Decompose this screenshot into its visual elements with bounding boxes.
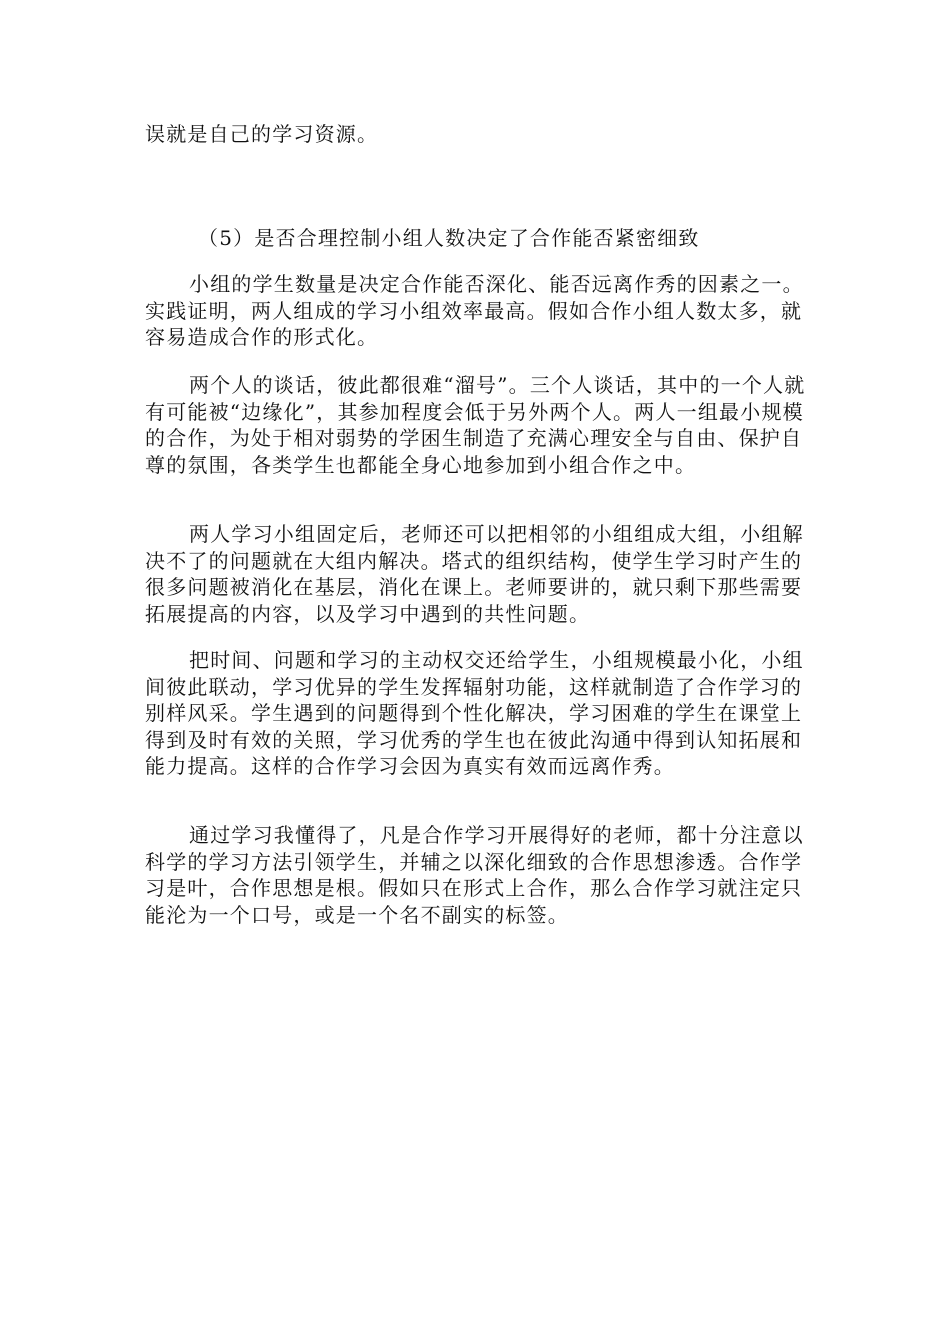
- body-paragraph-5: 通过学习我懂得了，凡是合作学习开展得好的老师，都十分注意以科学的学习方法引领学生，并辅之以深化细致的合作思想渗透。合作学习是叶，合作思想是根。假如只在形式上合作，那么合作学习就注定只能沦为一个口号，或是一个名不副实的标签。: [145, 823, 804, 927]
- body-paragraph-3: 两人学习小组固定后，老师还可以把相邻的小组组成大组，小组解决不了的问题就在大组内解决。塔式的组织结构，使学生学习时产生的很多问题被消化在基层，消化在课上。老师要讲的，就只剩下那些需要拓展提高的内容，以及学习中遇到的共性问题。: [145, 522, 804, 626]
- body-paragraph-2: 两个人的谈话，彼此都很难“溜号”。三个人谈话，其中的一个人就有可能被“边缘化”，其参加程度会低于另外两个人。两人一组最小规模的合作，为处于相对弱势的学困生制造了充满心理安全与自由、保护自尊的氛围，各类学生也都能全身心地参加到小组合作之中。: [145, 373, 806, 477]
- body-paragraph-4: 把时间、问题和学习的主动权交还给学生，小组规模最小化，小组间彼此联动，学习优异的学生发挥辐射功能，这样就制造了合作学习的别样风采。学生遇到的问题得到个性化解决，学习困难的学生在课堂上得到及时有效的关照，学习优秀的学生也在彼此沟通中得到认知拓展和能力提高。这样的合作学习会因为真实有效而远离作秀。: [145, 648, 804, 778]
- body-paragraph-1: 小组的学生数量是决定合作能否深化、能否远离作秀的因素之一。实践证明，两人组成的学习小组效率最高。假如合作小组人数太多，就容易造成合作的形式化。: [145, 272, 804, 349]
- section-heading: （5）是否合理控制小组人数决定了合作能否紧密细致: [198, 226, 700, 250]
- continuation-paragraph: 误就是自己的学习资源。: [145, 122, 379, 146]
